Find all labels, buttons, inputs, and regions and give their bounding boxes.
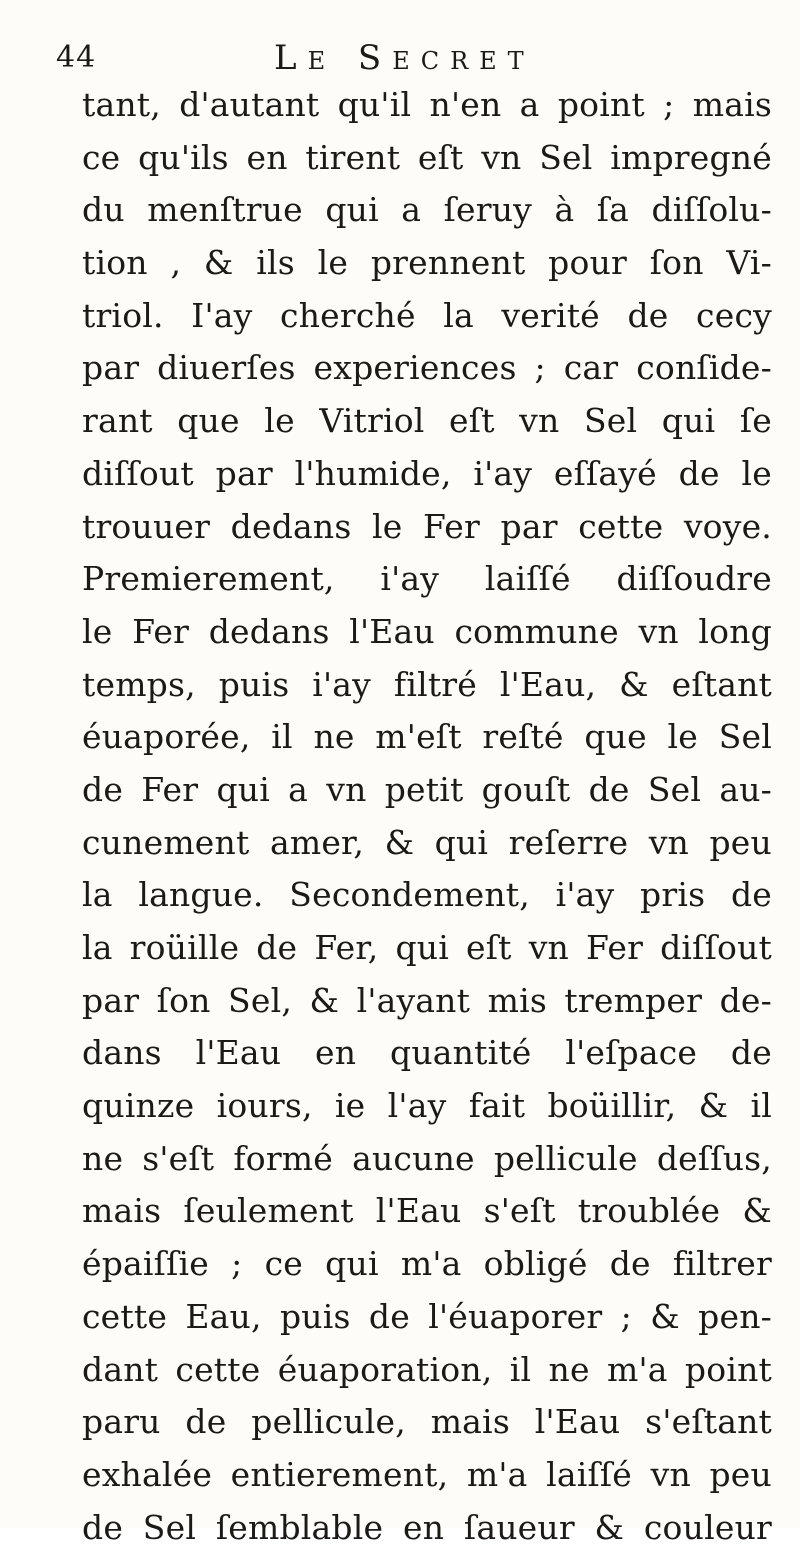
- text-line: dant cette éuaporation, il ne m'a point: [82, 1349, 772, 1389]
- text-line: cunement amer, & qui reſerre vn peu: [82, 822, 772, 862]
- text-line: cette Eau, puis de l'éuaporer ; & pen-: [82, 1296, 772, 1336]
- text-line: ce qu'ils en tirent eſt vn Sel impregné: [82, 137, 772, 177]
- text-line: rant que le Vitriol eſt vn Sel qui ſe: [82, 401, 772, 441]
- text-line: temps, puis i'ay filtré l'Eau, & eſtant: [82, 664, 772, 704]
- text-line: le Fer dedans l'Eau commune vn long: [82, 611, 772, 651]
- text-line: la roüille de Fer, qui eſt vn Fer diſſout: [82, 928, 772, 967]
- text-line: par diuerſes experiences ; car conſide-: [82, 348, 772, 388]
- text-line: trouuer dedans le Fer par cette voye.: [82, 506, 772, 546]
- running-title: Le Secret: [274, 38, 535, 78]
- text-line: de Sel ſemblable en ſaueur & couleur: [82, 1507, 772, 1547]
- text-line: de Fer qui a vn petit gouſt de Sel au-: [82, 769, 772, 809]
- text-line: du menſtrue qui a ſeruy à ſa diſſolu-: [82, 190, 772, 230]
- text-line: ne s'eſt formé aucune pellicule deſſus,: [82, 1138, 772, 1178]
- text-line: triol. I'ay cherché la verité de cecy: [82, 295, 772, 335]
- text-line: diſſout par l'humide, i'ay eſſayé de le: [82, 453, 772, 493]
- text-line: épaiſſie ; ce qui m'a obligé de filtrer: [82, 1244, 772, 1284]
- text-line: exhalée entierement, m'a laiſſé vn peu: [82, 1454, 772, 1494]
- text-line: par ſon Sel, & l'ayant mis tremper de-: [82, 980, 772, 1020]
- running-head: [56, 38, 760, 78]
- text-line: mais ſeulement l'Eau s'eſt troublée &: [82, 1191, 772, 1231]
- text-line: quinze iours, ie l'ay fait boüillir, & il: [82, 1086, 772, 1126]
- text-line: la langue. Secondement, i'ay pris de: [82, 875, 772, 915]
- text-line: tion , & ils le prennent pour ſon Vi-: [82, 243, 772, 283]
- page-number: 44: [56, 40, 97, 75]
- text-line: éuaporée, il ne m'eſt reſté que le Sel: [82, 717, 772, 757]
- text-line: dans l'Eau en quantité l'eſpace de: [82, 1033, 772, 1073]
- text-line: paru de pellicule, mais l'Eau s'eſtant: [82, 1402, 772, 1442]
- text-line: Premierement, i'ay laiſſé diſſoudre: [82, 559, 772, 599]
- body-text: [82, 79, 772, 1554]
- text-line: tant, d'autant qu'il n'en a point ; mais: [82, 85, 772, 124]
